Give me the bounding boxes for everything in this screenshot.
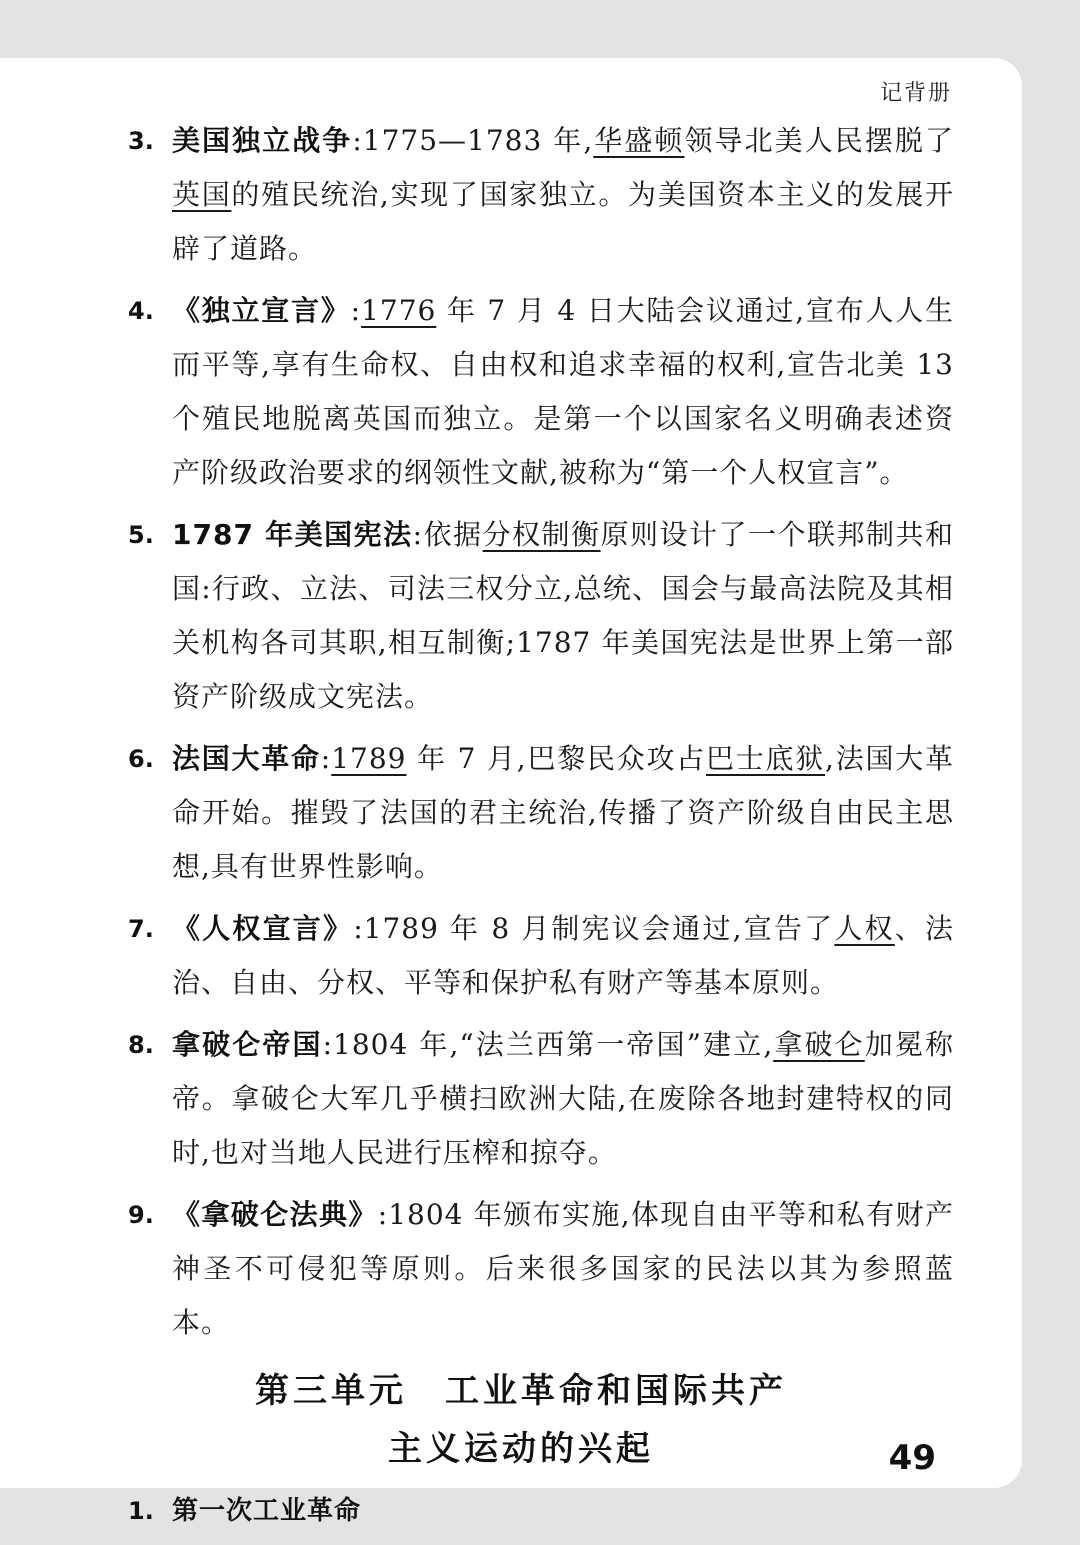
- section-label: 第一次工业革命: [172, 1496, 362, 1526]
- underlined-keyword: 人权: [834, 912, 895, 945]
- unit-title-line2: 主义运动的兴起: [388, 1429, 654, 1469]
- unit-number: 第三单元: [255, 1371, 407, 1411]
- content-area: [128, 114, 954, 1538]
- item-list: [128, 114, 954, 1350]
- item-number: 9.: [128, 1201, 154, 1229]
- item-text: [172, 508, 954, 724]
- term-heading: 1787 年美国宪法: [172, 518, 413, 551]
- list-item: [128, 1188, 954, 1350]
- term-heading: 《独立宣言》: [172, 294, 351, 327]
- underlined-keyword: 1776: [361, 294, 437, 327]
- text-segment: 、法治、自由、分权、平等和保护私有财产等基本原则。: [172, 912, 954, 999]
- text-segment: :依据: [412, 518, 483, 551]
- item-number: 6.: [128, 745, 154, 773]
- text-segment: :: [320, 742, 332, 775]
- item-text: [172, 1018, 954, 1180]
- unit-title-line1: [128, 1362, 914, 1420]
- underlined-keyword: 英国: [172, 178, 232, 211]
- underlined-keyword: 巴士底狱: [706, 742, 826, 775]
- list-item: [128, 508, 954, 724]
- text-segment: 加冕称帝。拿破仑大军几乎横扫欧洲大陆,在废除各地封建特权的同时,也对当地人民进行压榨和掠夺。: [172, 1028, 954, 1169]
- underlined-keyword: 分权制衡: [482, 518, 601, 551]
- list-item: [128, 284, 954, 500]
- text-segment: :1804 年,“法兰西第一帝国”建立,: [322, 1028, 774, 1061]
- text-segment: :1804 年颁布实施,体现自由平等和私有财产神圣不可侵犯等原则。后来很多国家的民法以其为参照蓝本。: [172, 1198, 954, 1339]
- item-number: 7.: [128, 915, 154, 943]
- text-segment: 原则设计了一个联邦制共和国:行政、立法、司法三权分立,总统、国会与最高法院及其相关机构各司其职,相互制衡;1787 年美国宪法是世界上第一部资产阶级成文宪法。: [172, 518, 954, 713]
- term-heading: 美国独立战争: [172, 124, 353, 157]
- list-item: [128, 902, 954, 1010]
- list-item: [128, 1018, 954, 1180]
- item-number: 8.: [128, 1031, 154, 1059]
- text-segment: ,法国大革命开始。摧毁了法国的君主统治,传播了资产阶级自由民主思想,具有世界性影响。: [172, 742, 954, 883]
- page-number: 49: [888, 1438, 936, 1478]
- text-segment: 的殖民统治,实现了国家独立。为美国资本主义的发展开辟了道路。: [172, 178, 954, 265]
- text-segment: :1775—1783 年,: [352, 124, 594, 157]
- underlined-keyword: 华盛顿: [593, 124, 685, 157]
- text-segment: 年 7 月,巴黎民众攻占: [406, 742, 707, 775]
- section-item: [128, 1484, 954, 1538]
- list-item: [128, 732, 954, 894]
- item-text: [172, 114, 954, 276]
- booklet-label: 记背册: [879, 81, 952, 106]
- item-text: [172, 1188, 954, 1350]
- text-segment: 年 7 月 4 日大陆会议通过,宣布人人生而平等,享有生命权、自由权和追求幸福的权利,宣告北美 13 个殖民地脱离英国而独立。是第一个以国家名义明确表述资产阶级政治要求的纲领性文献,被称为“第一个人权宣言”。: [172, 294, 954, 489]
- text-segment: :1789 年 8 月制宪议会通过,宣告了: [353, 912, 835, 945]
- term-heading: 《拿破仑法典》: [172, 1198, 378, 1231]
- item-text: [172, 732, 954, 894]
- text-segment: :: [350, 294, 362, 327]
- underlined-keyword: 1789: [331, 742, 407, 775]
- item-number: 5.: [128, 521, 154, 549]
- document-page: [0, 58, 1022, 1526]
- unit-title: [128, 1362, 954, 1478]
- term-heading: 法国大革命: [172, 742, 321, 775]
- underlined-keyword: 拿破仑: [773, 1028, 865, 1061]
- item-number: 3.: [128, 127, 154, 155]
- term-heading: 拿破仑帝国: [172, 1028, 323, 1061]
- unit-title-part1: 工业革命和国际共产: [445, 1371, 787, 1411]
- term-heading: 《人权宣言》: [172, 912, 354, 945]
- list-item: [128, 114, 954, 276]
- text-segment: 领导北美人民摆脱了: [684, 124, 954, 157]
- section-number: 1.: [128, 1497, 154, 1525]
- item-text: [172, 902, 954, 1010]
- item-number: 4.: [128, 297, 154, 325]
- item-text: [172, 284, 954, 500]
